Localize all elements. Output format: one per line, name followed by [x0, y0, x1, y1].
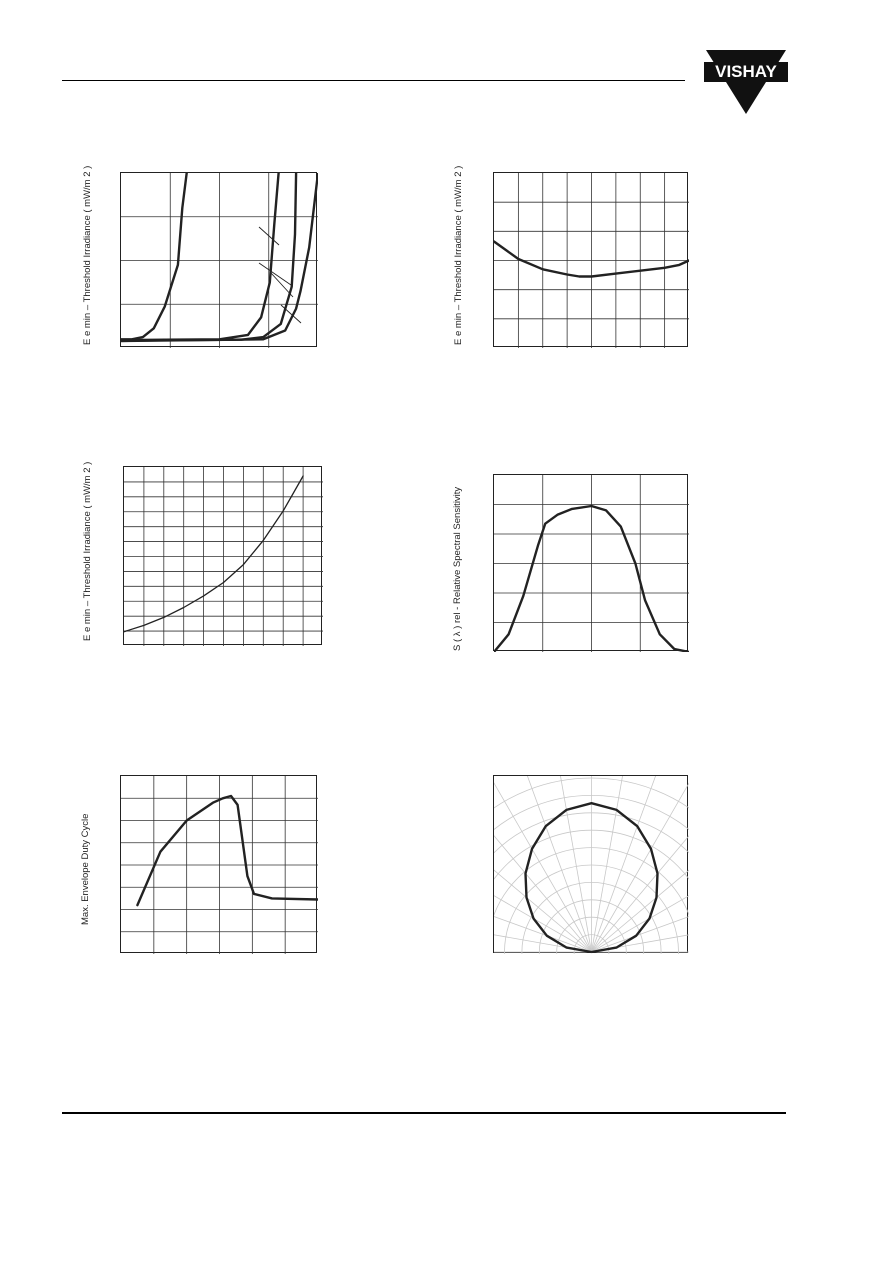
callout-leader [271, 273, 293, 297]
chart-svg-4 [121, 776, 318, 954]
chart-svg-1 [494, 173, 689, 348]
vishay-logo [700, 44, 792, 118]
header-rule [62, 80, 685, 81]
chart-2-ylabel: E e min – Threshold Irradiance ( mW/m 2 ) [82, 461, 93, 641]
chart-1-ylabel: E e min – Threshold Irradiance ( mW/m 2 ) [453, 165, 464, 345]
chart-svg-0 [121, 173, 318, 348]
chart-0-ylabel: E e min – Threshold Irradiance ( mW/m 2 ) [82, 165, 93, 345]
chart-svg-3 [494, 475, 689, 652]
series-line-1 [121, 173, 279, 340]
series-line-2 [121, 173, 296, 341]
logo-text: VISHAY [715, 62, 777, 81]
chart-relative-spectral-sensitivity [493, 474, 688, 651]
chart-3-ylabel: S ( λ ) rel - Relative Spectral Sensitivity [452, 486, 463, 651]
chart-directivity-polar [493, 775, 688, 953]
chart-svg-2 [124, 467, 323, 646]
polar-grid-spoke [543, 776, 591, 952]
chart-threshold-vs-angle [493, 172, 688, 347]
series-line-0 [137, 796, 318, 905]
footer-rule [62, 1112, 786, 1114]
chart-threshold-vs-field [123, 466, 322, 645]
chart-4-ylabel: Max. Envelope Duty Cycle [80, 813, 91, 925]
chart-svg-5 [494, 776, 689, 954]
chart-max-envelope-duty-cycle [120, 775, 317, 953]
polar-grid-spoke [592, 776, 640, 952]
series-line-0 [121, 173, 187, 339]
callout-leader [259, 263, 291, 285]
chart-threshold-vs-frequency [120, 172, 317, 347]
series-line-0 [124, 476, 303, 632]
